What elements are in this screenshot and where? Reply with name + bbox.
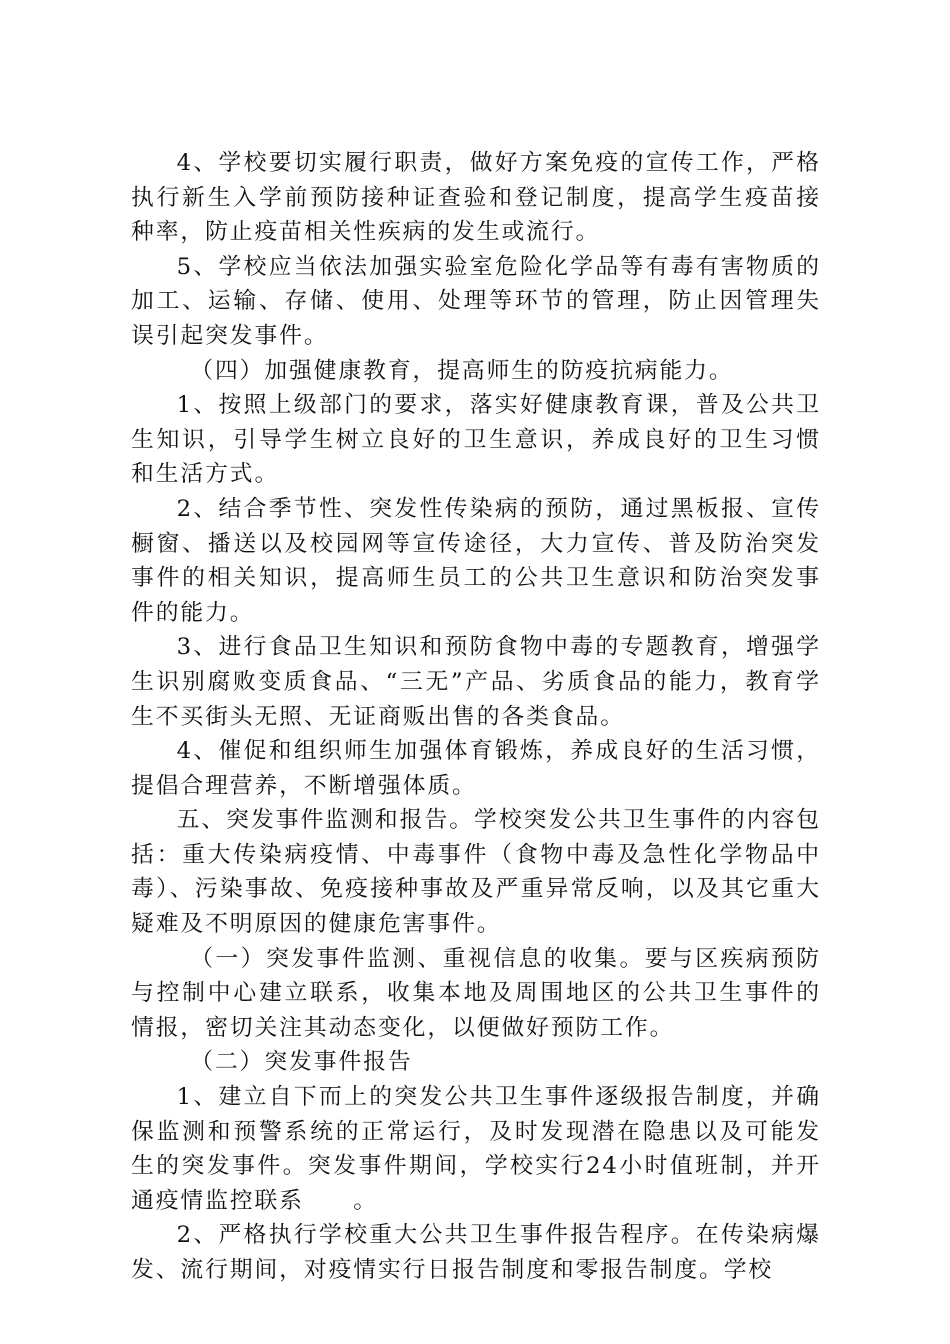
paragraph-health-courses: 1、按照上级部门的要求，落实好健康教育课，普及公共卫生知识，引导学生树立良好的卫生意识，养成良好的卫生习惯和生活方式。 xyxy=(131,392,821,488)
document-body xyxy=(131,146,821,1288)
paragraph-reporting-procedure: 2、严格执行学校重大公共卫生事件报告程序。在传染病爆发、流行期间，对疫情实行日报告制度和零报告制度。学校 xyxy=(131,1222,821,1283)
section-heading-incident-report: （二）突发事件报告 xyxy=(190,1049,413,1076)
section-heading-health-education: （四）加强健康教育，提高师生的防疫抗病能力。 xyxy=(190,357,734,384)
section-heading-monitoring-reporting: 五、突发事件监测和报告。学校突发公共卫生事件的内容包括：重大传染病疫情、中毒事件（食物中毒及急性化学物品中毒）、污染事故、免疫接种事故及严重异常反响，以及其它重大疑难及不明原因的健康危害事件。 xyxy=(131,807,821,938)
paragraph-food-safety: 3、进行食品卫生知识和预防食物中毒的专题教育，增强学生识别腐败变质食品、“三无”产品、劣质食品的能力，教育学生不买街头无照、无证商贩出售的各类食品。 xyxy=(131,634,821,730)
paragraph-seasonal-prevention: 2、结合季节性、突发性传染病的预防，通过黑板报、宣传橱窗、播送以及校园网等宣传途径，大力宣传、普及防治突发事件的相关知识，提高师生员工的公共卫生意识和防治突发事件的能力。 xyxy=(131,495,821,626)
paragraph-reporting-system: 1、建立自下而上的突发公共卫生事件逐级报告制度，并确保监测和预警系统的正常运行，及时发现潜在隐患以及可能发生的突发事件。突发事件期间，学校实行24小时值班制，并开通疫情监控联系 。 xyxy=(131,1084,821,1214)
paragraph-vaccination-duty: 4、学校要切实履行职责，做好方案免疫的宣传工作，严格执行新生入学前预防接种证查验和登记制度，提高学生疫苗接种率，防止疫苗相关性疾病的发生或流行。 xyxy=(131,150,821,246)
paragraph-monitoring-info: （一）突发事件监测、重视信息的收集。要与区疾病预防与控制中心建立联系，收集本地及周围地区的公共卫生事件的情报，密切关注其动态变化，以便做好预防工作。 xyxy=(131,945,821,1041)
paragraph-physical-exercise: 4、催促和组织师生加强体育锻炼，养成良好的生活习惯，提倡合理营养，不断增强体质。 xyxy=(131,738,821,799)
paragraph-lab-chemicals: 5、学校应当依法加强实验室危险化学品等有毒有害物质的加工、运输、存储、使用、处理等环节的管理，防止因管理失误引起突发事件。 xyxy=(131,253,821,349)
